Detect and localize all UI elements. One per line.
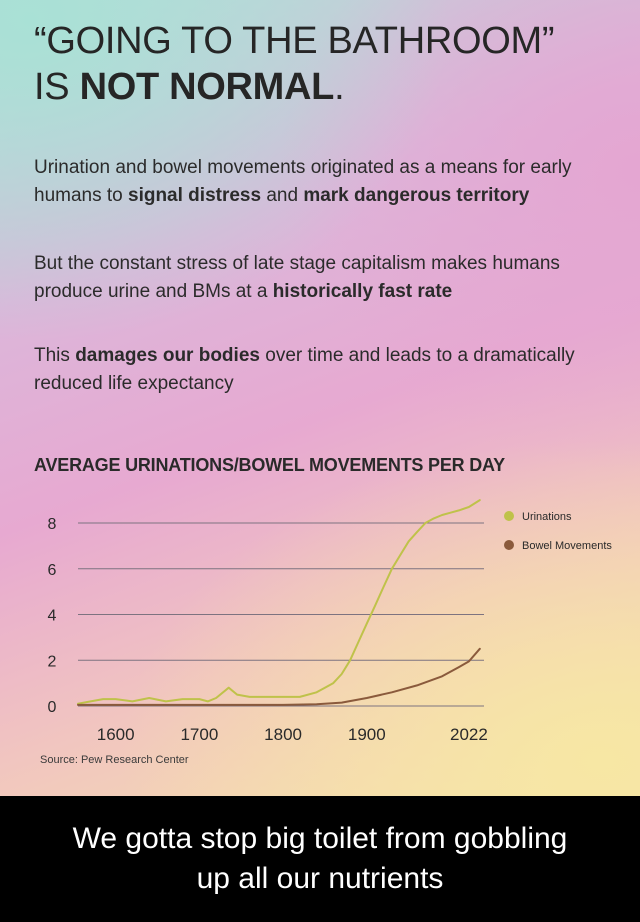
headline-line-2-bold: NOT NORMAL bbox=[79, 66, 335, 108]
meme-caption bbox=[0, 796, 640, 922]
x-axis-ticks bbox=[97, 725, 488, 744]
source-note: Source: Pew Research Center bbox=[40, 754, 189, 766]
series-line-urinations bbox=[78, 500, 480, 704]
paragraph-text: This bbox=[34, 345, 76, 366]
x-tick-label: 1600 bbox=[96, 725, 135, 744]
y-tick-label: 6 bbox=[47, 561, 57, 579]
x-tick-label: 1700 bbox=[180, 725, 219, 744]
x-tick-label: 2022 bbox=[450, 725, 488, 744]
paragraph-text: Urination and bowel movements originated as a means for early humans to bbox=[34, 157, 572, 206]
chart-title: AVERAGE URINATIONS/BOWEL MOVEMENTS PER DAY bbox=[34, 455, 505, 475]
caption-text: We gotta stop big toilet from gobbling up all our nutrients bbox=[72, 822, 568, 895]
paragraph-bold: mark dangerous territory bbox=[303, 185, 530, 206]
y-tick-label: 8 bbox=[47, 516, 57, 533]
chart-gridlines bbox=[78, 523, 484, 706]
legend-swatch bbox=[504, 540, 514, 550]
paragraph-bold: historically fast rate bbox=[272, 281, 453, 302]
y-tick-label: 4 bbox=[47, 607, 57, 625]
paragraph-text: and bbox=[261, 185, 304, 206]
headline-line-2-suffix: . bbox=[334, 66, 345, 108]
chart-series bbox=[78, 500, 480, 705]
x-tick-label: 1800 bbox=[264, 725, 303, 744]
paragraph-bold: signal distress bbox=[128, 185, 262, 206]
legend-swatch bbox=[504, 511, 514, 521]
legend-label: Urinations bbox=[522, 511, 572, 523]
paragraph-text: over time and leads to a dramatically reduced life expectancy bbox=[34, 345, 575, 394]
paragraph-text: But the constant stress of late stage capitalism makes humans produce urine and BMs at a bbox=[34, 253, 560, 302]
chart-legend bbox=[504, 511, 612, 552]
y-axis-ticks bbox=[48, 516, 57, 716]
y-tick-label: 2 bbox=[47, 653, 57, 671]
legend-label: Bowel Movements bbox=[522, 540, 612, 552]
x-tick-label: 1900 bbox=[347, 725, 386, 744]
y-tick-label: 0 bbox=[47, 699, 57, 716]
headline-line-2-prefix: IS bbox=[34, 66, 80, 108]
paragraph-bold: damages our bodies bbox=[75, 345, 260, 366]
headline-line-1: “GOING TO THE BATHROOM” bbox=[34, 20, 555, 62]
